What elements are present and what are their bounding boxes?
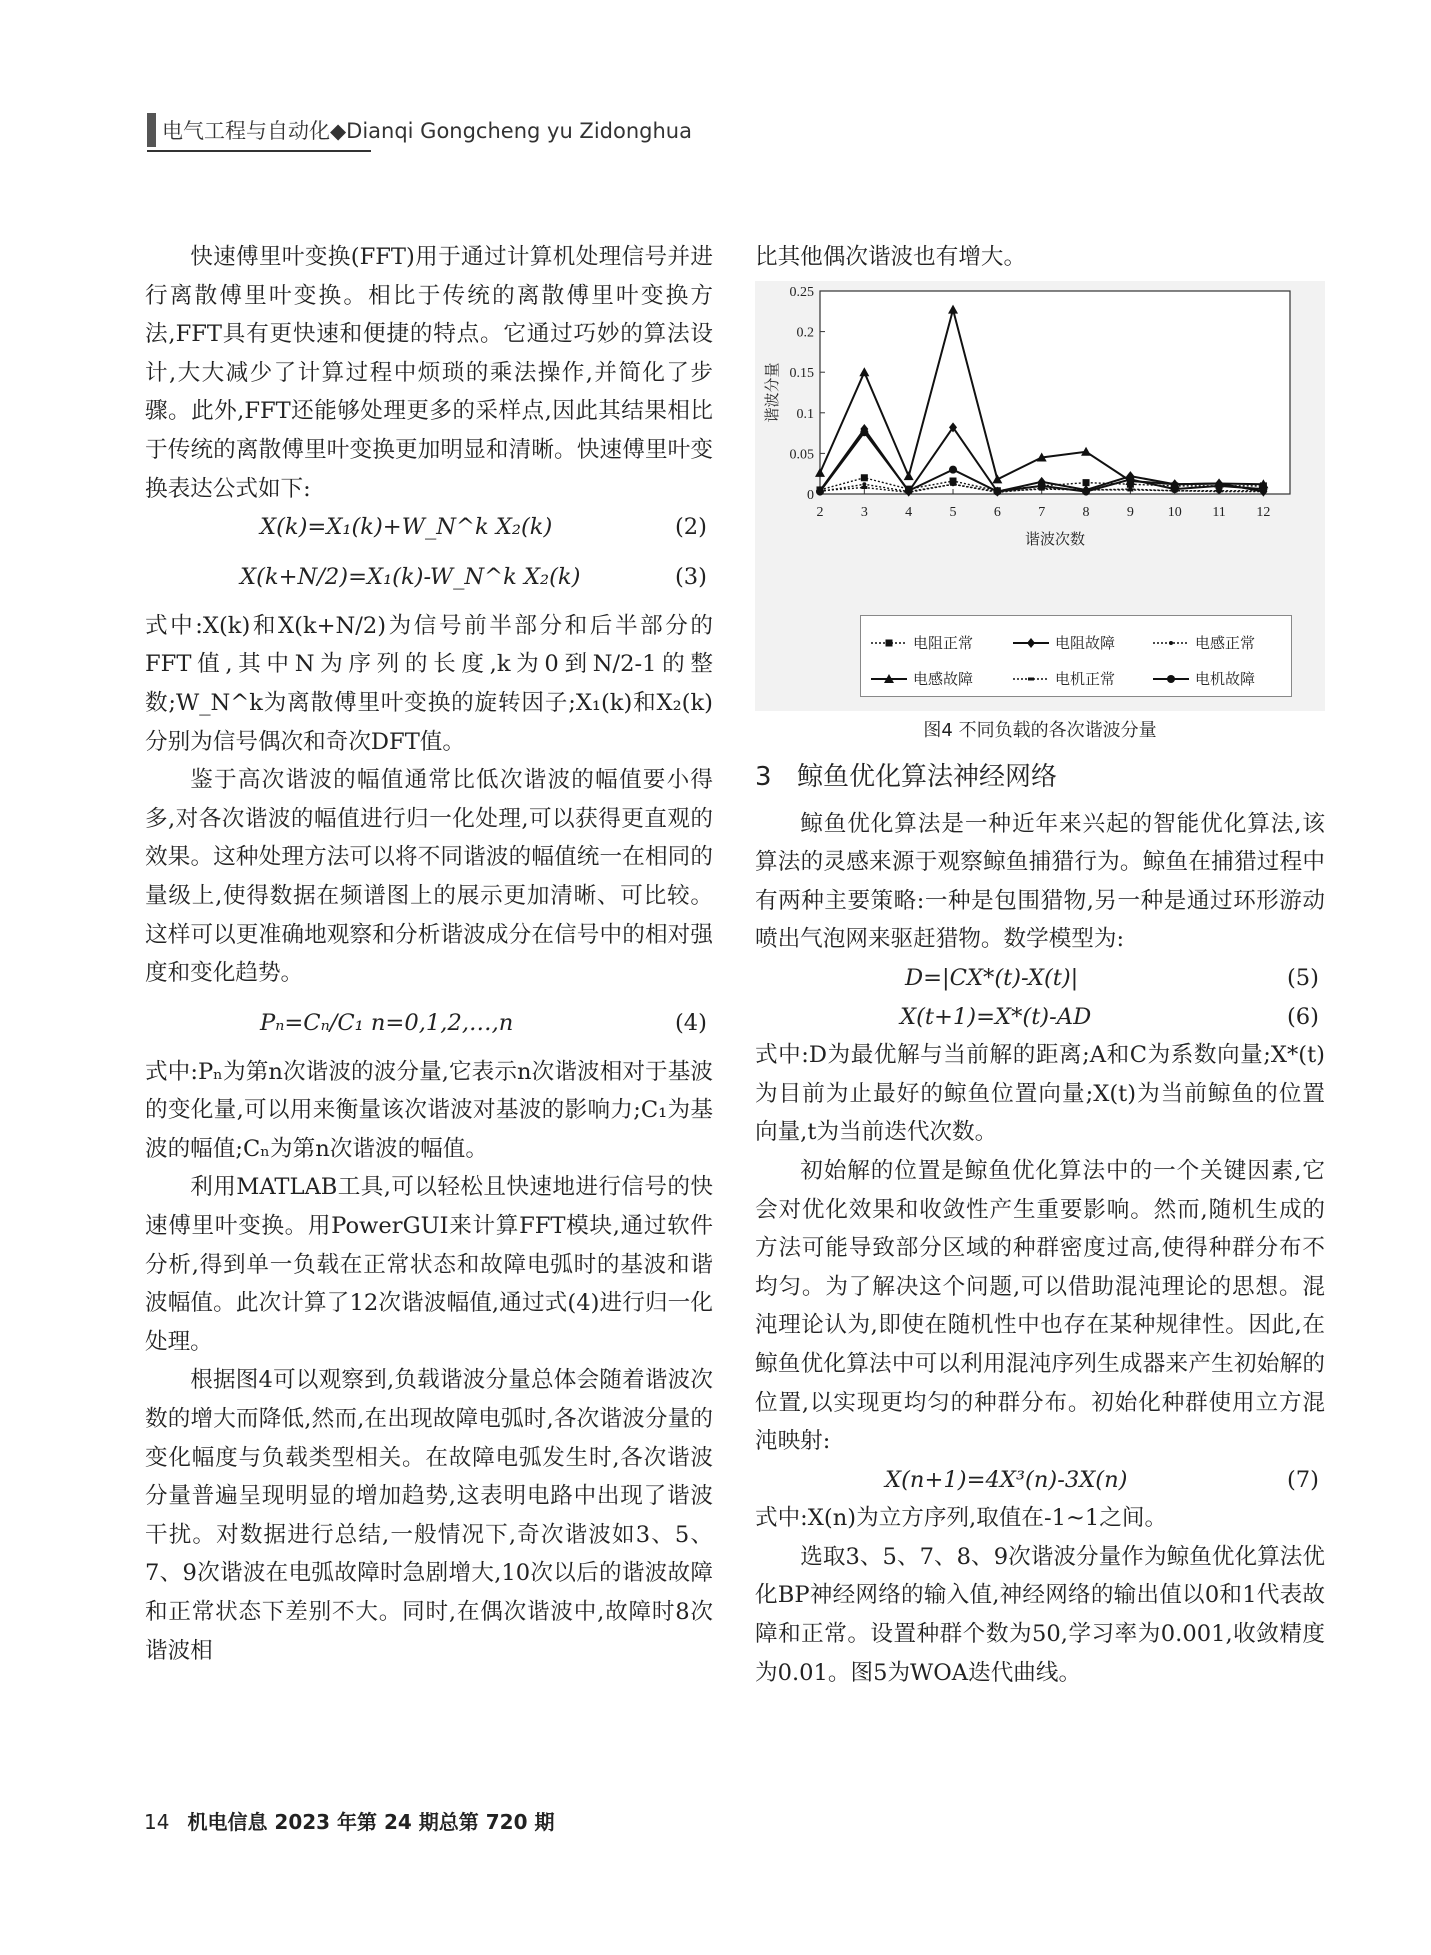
- x-tick-label: 10: [1167, 504, 1182, 520]
- section-heading: [755, 757, 1325, 797]
- equation-7-formula: X(n+1)=4X³(n)-3X(n): [885, 1466, 1128, 1493]
- data-point: [1126, 475, 1134, 483]
- data-point: [993, 487, 1001, 495]
- equation-3: [145, 547, 713, 607]
- paragraph-chaos: 初始解的位置是鲸鱼优化算法中的一个关键因素,它会对优化效果和收敛性产生重要影响。然而,随机生成的方法可能导致部分区域的种群密度过高,使得种群分布不均匀。为了解决这个问题,可以借助混沌理论的思想。混沌理论认为,即使在随机性中也存在某种规律性。因此,在鲸鱼优化算法中可以利用混沌序列生成器来产生初始解的位置,以实现更均匀的种群分布。初始化种群使用立方混沌映射:: [755, 1157, 1325, 1455]
- x-axis-label: 谐波次数: [1024, 529, 1086, 548]
- figure-4-caption: 图4 不同负载的各次谐波分量: [923, 719, 1157, 741]
- equation-7: [755, 1461, 1325, 1500]
- header-text: 电气工程与自动化◆Dianqi Gongcheng yu Zidonghua: [162, 119, 692, 143]
- y-tick-label: 0.25: [789, 284, 814, 300]
- x-tick-label: 2: [816, 504, 824, 520]
- equation-5-formula: D=|CX*(t)-X(t)|: [905, 964, 1079, 991]
- x-tick-label: 12: [1256, 504, 1271, 520]
- page-number: 14: [144, 1810, 170, 1834]
- harmonic-chart: [755, 281, 1325, 611]
- paragraph-matlab: 利用MATLAB工具,可以轻松且快速地进行信号的快速傅里叶变换。用PowerGUI来计算FFT模块,通过软件分析,得到单一负载在正常状态和故障电弧时的基波和谐波幅值。此次计算了12次谐波幅值,通过式(4)进行归一化处理。: [145, 1174, 713, 1355]
- data-point: [1215, 481, 1223, 489]
- equation-4-number: (4): [674, 1009, 707, 1036]
- data-point: [950, 482, 956, 485]
- equation-3-formula: X(k+N/2)=X₁(k)-W_N^k X₂(k): [240, 563, 581, 590]
- equation-5: [755, 959, 1325, 998]
- data-point: [861, 474, 868, 481]
- x-tick-label: 5: [949, 504, 957, 520]
- data-point: [1167, 675, 1175, 683]
- page-footer: [144, 1806, 554, 1835]
- equation-6: [755, 998, 1325, 1037]
- data-point: [1127, 488, 1133, 491]
- legend-label: 电机故障: [1195, 669, 1256, 688]
- x-tick-label: 9: [1126, 504, 1134, 520]
- paragraph-woa-intro: 鲸鱼优化算法是一种近年来兴起的智能优化算法,该算法的灵感来源于观察鲸鱼捕猎行为。鲸鱼在捕猎过程中有两种主要策略:一种是包围猎物,另一种是通过环形游动喷出气泡网来驱赶猎物。数学模型为:: [755, 810, 1325, 953]
- equation-5-number: (5): [1286, 964, 1319, 991]
- legend-label: 电阻故障: [1055, 633, 1116, 652]
- right-column: [755, 238, 1325, 1692]
- legend-swatch: [1011, 671, 1051, 687]
- legend-item: [1151, 624, 1255, 663]
- header-bar: [147, 113, 156, 147]
- equation-4-formula: Pₙ=Cₙ/C₁ n=0,1,2,…,n: [260, 1009, 514, 1036]
- figure-4: [755, 281, 1325, 711]
- y-tick-label: 0.1: [796, 406, 814, 422]
- data-point: [1171, 485, 1179, 493]
- legend-swatch: [869, 635, 909, 651]
- data-point: [1082, 487, 1090, 495]
- legend-item: [1151, 660, 1255, 699]
- data-point: [949, 465, 957, 473]
- legend-label: 电阻正常: [913, 633, 974, 652]
- legend-item: [1011, 624, 1115, 663]
- equation-6-formula: X(t+1)=X*(t)-AD: [900, 1003, 1092, 1030]
- legend-label: 电感故障: [913, 669, 974, 688]
- equation-3-number: (3): [674, 563, 707, 590]
- x-tick-label: 8: [1082, 504, 1090, 520]
- paragraph-bp-settings: 选取3、5、7、8、9次谐波分量作为鲸鱼优化算法优化BP神经网络的输入值,神经网络的输出值以0和1代表故障和正常。设置种群个数为50,学习率为0.001,收敛精度为0.01。图5为WOA迭代曲线。: [755, 1543, 1325, 1686]
- equation-2: [145, 508, 713, 547]
- legend-swatch: [869, 671, 909, 687]
- paragraph-continuation: 比其他偶次谐波也有增大。: [755, 244, 1027, 270]
- x-tick-label: 6: [993, 504, 1001, 520]
- legend-swatch: [1151, 635, 1191, 651]
- equation-4: [145, 993, 713, 1053]
- paragraph-harmonic-definition: 式中:Pₙ为第n次谐波的波分量,它表示n次谐波相对于基波的变化量,可以用来衡量该次谐波对基波的影响力;C₁为基波的幅值;Cₙ为第n次谐波的幅值。: [145, 1058, 713, 1162]
- legend-item: [869, 624, 973, 663]
- data-point: [1028, 678, 1034, 681]
- footer-journal: 机电信息 2023 年第 24 期总第 720 期: [187, 1810, 555, 1834]
- legend-swatch: [1011, 635, 1051, 651]
- legend-item: [869, 660, 973, 699]
- legend-item: [1011, 660, 1115, 699]
- y-tick-label: 0.2: [796, 325, 814, 341]
- legend-label: 电感正常: [1195, 633, 1256, 652]
- equation-7-number: (7): [1286, 1466, 1319, 1493]
- paragraph-cubic-sequence: 式中:X(n)为立方序列,取值在-1~1之间。: [755, 1505, 1168, 1532]
- paragraph-fft-variables: 式中:X(k)和X(k+N/2)为信号前半部分和后半部分的FFT值,其中N为序列的长度,k为0到N/2-1的整数;W_N^k为离散傅里叶变换的旋转因子;X₁(k)和X₂(k)分别为信号偶次和奇次DFT值。: [145, 612, 713, 755]
- data-point: [1169, 641, 1173, 645]
- equation-6-number: (6): [1286, 1003, 1319, 1030]
- running-header: [147, 112, 692, 148]
- data-point: [862, 482, 866, 486]
- plot-area: [820, 291, 1290, 494]
- header-rule: [147, 150, 371, 152]
- paragraph-normalization: 鉴于高次谐波的幅值通常比低次谐波的幅值要小得多,对各次谐波的幅值进行归一化处理,可以获得更直观的效果。这种处理方法可以将不同谐波的幅值统一在相同的量级上,使得数据在频谱图上的展示更加清晰、可比较。这样可以更准确地观察和分析谐波成分在信号中的相对强度和变化趋势。: [145, 767, 713, 987]
- y-axis-label: 谐波分量: [763, 362, 781, 423]
- paragraph-woa-variables: 式中:D为最优解与当前解的距离;A和C为系数向量;X*(t)为目前为止最好的鲸鱼位置向量;X(t)为当前鲸鱼的位置向量,t为当前迭代次数。: [755, 1042, 1325, 1146]
- data-point: [1038, 481, 1046, 489]
- paragraph-fft-intro: 快速傅里叶变换(FFT)用于通过计算机处理信号并进行离散傅里叶变换。相比于传统的离散傅里叶变换方法,FFT具有更快速和便捷的特点。它通过巧妙的算法设计,大大减少了计算过程中烦琐的乘法操作,并简化了步骤。此外,FFT还能够处理更多的采样点,因此其结果相比于传统的离散傅里叶变换更加明显和清晰。快速傅里叶变换表达公式如下:: [145, 244, 713, 502]
- data-point: [886, 640, 893, 647]
- x-tick-label: 7: [1038, 504, 1046, 520]
- data-point: [860, 428, 868, 436]
- x-tick-label: 3: [860, 504, 868, 520]
- y-tick-label: 0: [807, 487, 814, 503]
- data-point: [1027, 638, 1035, 648]
- equation-2-number: (2): [674, 514, 707, 541]
- x-tick-label: 11: [1212, 504, 1226, 520]
- x-tick-label: 4: [905, 504, 913, 520]
- chart-legend: [860, 615, 1292, 697]
- left-column: [145, 238, 713, 1670]
- data-point: [816, 487, 824, 495]
- legend-swatch: [1151, 671, 1191, 687]
- data-point: [861, 486, 867, 489]
- paragraph-figure4-analysis: 根据图4可以观察到,负载谐波分量总体会随着谐波次数的增大而降低,然而,在出现故障电弧时,各次谐波分量的变化幅度与负载类型相关。在故障电弧发生时,各次谐波分量普遍呈现明显的增加趋势,这表明电路中出现了谐波干扰。对数据进行总结,一般情况下,奇次谐波如3、5、7、9次谐波在电弧故障时急剧增大,10次以后的谐波故障和正常状态下差别不大。同时,在偶次谐波中,故障时8次谐波相: [145, 1367, 713, 1664]
- y-tick-label: 0.15: [789, 365, 814, 381]
- equation-2-formula: X(k)=X₁(k)+W_N^k X₂(k): [260, 514, 553, 541]
- section-number: 3: [755, 761, 772, 792]
- data-point: [1259, 485, 1267, 493]
- data-point: [905, 486, 913, 494]
- y-tick-label: 0.05: [789, 446, 814, 462]
- legend-label: 电机正常: [1055, 669, 1116, 688]
- section-title: 鲸鱼优化算法神经网络: [797, 761, 1058, 792]
